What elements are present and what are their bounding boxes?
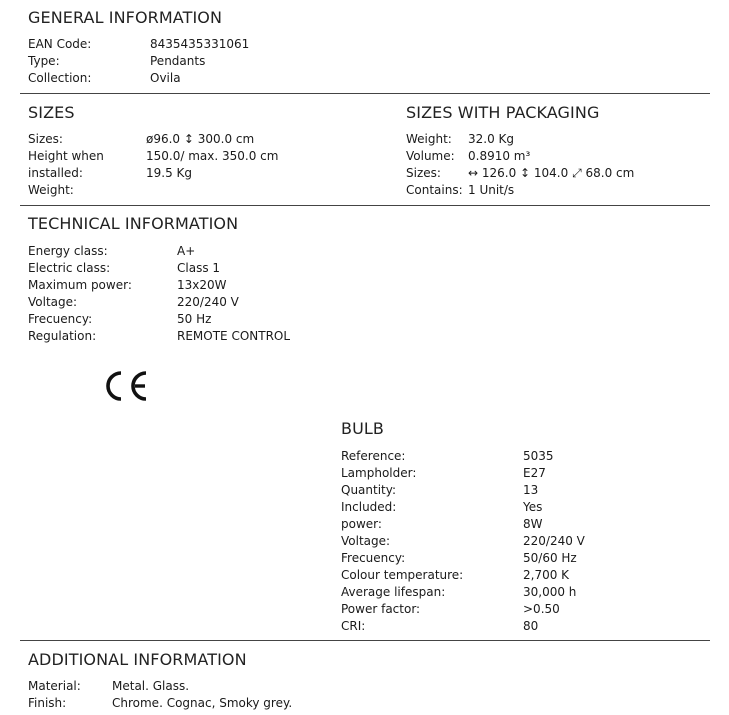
reference-label: Reference: xyxy=(341,449,406,463)
type-value: Pendants xyxy=(150,54,206,68)
type-label: Type: xyxy=(28,54,60,68)
power-factor-value: >0.50 xyxy=(523,602,560,616)
electric-class-value: Class 1 xyxy=(177,261,221,275)
divider-bulb xyxy=(20,640,710,641)
lampholder-value: E27 xyxy=(523,466,546,480)
packaging-heading: SIZES WITH PACKAGING xyxy=(406,103,600,122)
included-value: Yes xyxy=(523,500,543,514)
maximum-power-value: 13x20W xyxy=(177,278,227,292)
colour-temperature-value: 2,700 K xyxy=(523,568,570,582)
packaging-sizes-label: Sizes: xyxy=(406,166,441,180)
cri-label: CRI: xyxy=(341,619,366,633)
ean-value: 8435435331061 xyxy=(150,37,250,51)
divider-sizes xyxy=(20,205,710,206)
technical-information-heading: TECHNICAL INFORMATION xyxy=(28,214,239,233)
frecuency-label: Frecuency: xyxy=(28,312,93,326)
average-lifespan-value: 30,000 h xyxy=(523,585,577,599)
electric-class-label: Electric class: xyxy=(28,261,111,275)
installed-label: installed: xyxy=(28,166,83,180)
quantity-label: Quantity: xyxy=(341,483,397,497)
collection-label: Collection: xyxy=(28,71,92,85)
energy-class-label: Energy class: xyxy=(28,244,108,258)
colour-temperature-label: Colour temperature: xyxy=(341,568,464,582)
height-when-label: Height when xyxy=(28,149,104,163)
packaging-weight-value: 32.0 Kg xyxy=(468,132,515,146)
sizes-heading: SIZES xyxy=(28,103,75,122)
additional-information-heading: ADDITIONAL INFORMATION xyxy=(28,650,247,669)
reference-value: 5035 xyxy=(523,449,554,463)
bulb-frecuency-label: Frecuency: xyxy=(341,551,406,565)
sizes-value-column xyxy=(146,131,278,182)
ce-mark-icon xyxy=(102,368,150,404)
packaging-contains-label: Contains: xyxy=(406,183,463,197)
divider-general xyxy=(20,93,710,94)
bulb-voltage-value: 220/240 V xyxy=(523,534,585,548)
packaging-contains-value: 1 Unit/s xyxy=(468,183,515,197)
material-label: Material: xyxy=(28,679,81,693)
ean-label: EAN Code: xyxy=(28,37,92,51)
voltage-label: Voltage: xyxy=(28,295,78,309)
sizes-label: Sizes: xyxy=(28,132,63,146)
quantity-value: 13 xyxy=(523,483,539,497)
collection-value: Ovila xyxy=(150,71,181,85)
packaging-weight-label: Weight: xyxy=(406,132,452,146)
packaging-volume-value: 0.8910 m³ xyxy=(468,149,531,163)
maximum-power-label: Maximum power: xyxy=(28,278,132,292)
energy-class-value: A+ xyxy=(177,244,196,258)
packaging-volume-label: Volume: xyxy=(406,149,455,163)
bulb-frecuency-value: 50/60 Hz xyxy=(523,551,577,565)
material-value: Metal. Glass. xyxy=(112,679,190,693)
weight-label: Weight: xyxy=(28,183,74,197)
regulation-label: Regulation: xyxy=(28,329,97,343)
regulation-value: REMOTE CONTROL xyxy=(177,329,291,343)
height-value: 150.0/ max. 350.0 cm xyxy=(146,149,279,163)
bulb-power-label: power: xyxy=(341,517,382,531)
packaging-sizes-value: ↔ 126.0 ↕ 104.0 ⤢ 68.0 cm xyxy=(468,166,635,180)
average-lifespan-label: Average lifespan: xyxy=(341,585,446,599)
bulb-voltage-label: Voltage: xyxy=(341,534,391,548)
included-label: Included: xyxy=(341,500,397,514)
frecuency-value: 50 Hz xyxy=(177,312,212,326)
finish-label: Finish: xyxy=(28,696,67,710)
lampholder-label: Lampholder: xyxy=(341,466,417,480)
weight-value: 19.5 Kg xyxy=(146,166,193,180)
power-factor-label: Power factor: xyxy=(341,602,421,616)
voltage-value: 220/240 V xyxy=(177,295,239,309)
bulb-power-value: 8W xyxy=(523,517,543,531)
general-information-heading: GENERAL INFORMATION xyxy=(28,8,223,27)
sizes-value: ø96.0 ↕ 300.0 cm xyxy=(146,132,255,146)
bulb-heading: BULB xyxy=(341,419,384,438)
cri-value: 80 xyxy=(523,619,539,633)
finish-value: Chrome. Cognac, Smoky grey. xyxy=(112,696,293,710)
sizes-label-column xyxy=(28,131,104,199)
